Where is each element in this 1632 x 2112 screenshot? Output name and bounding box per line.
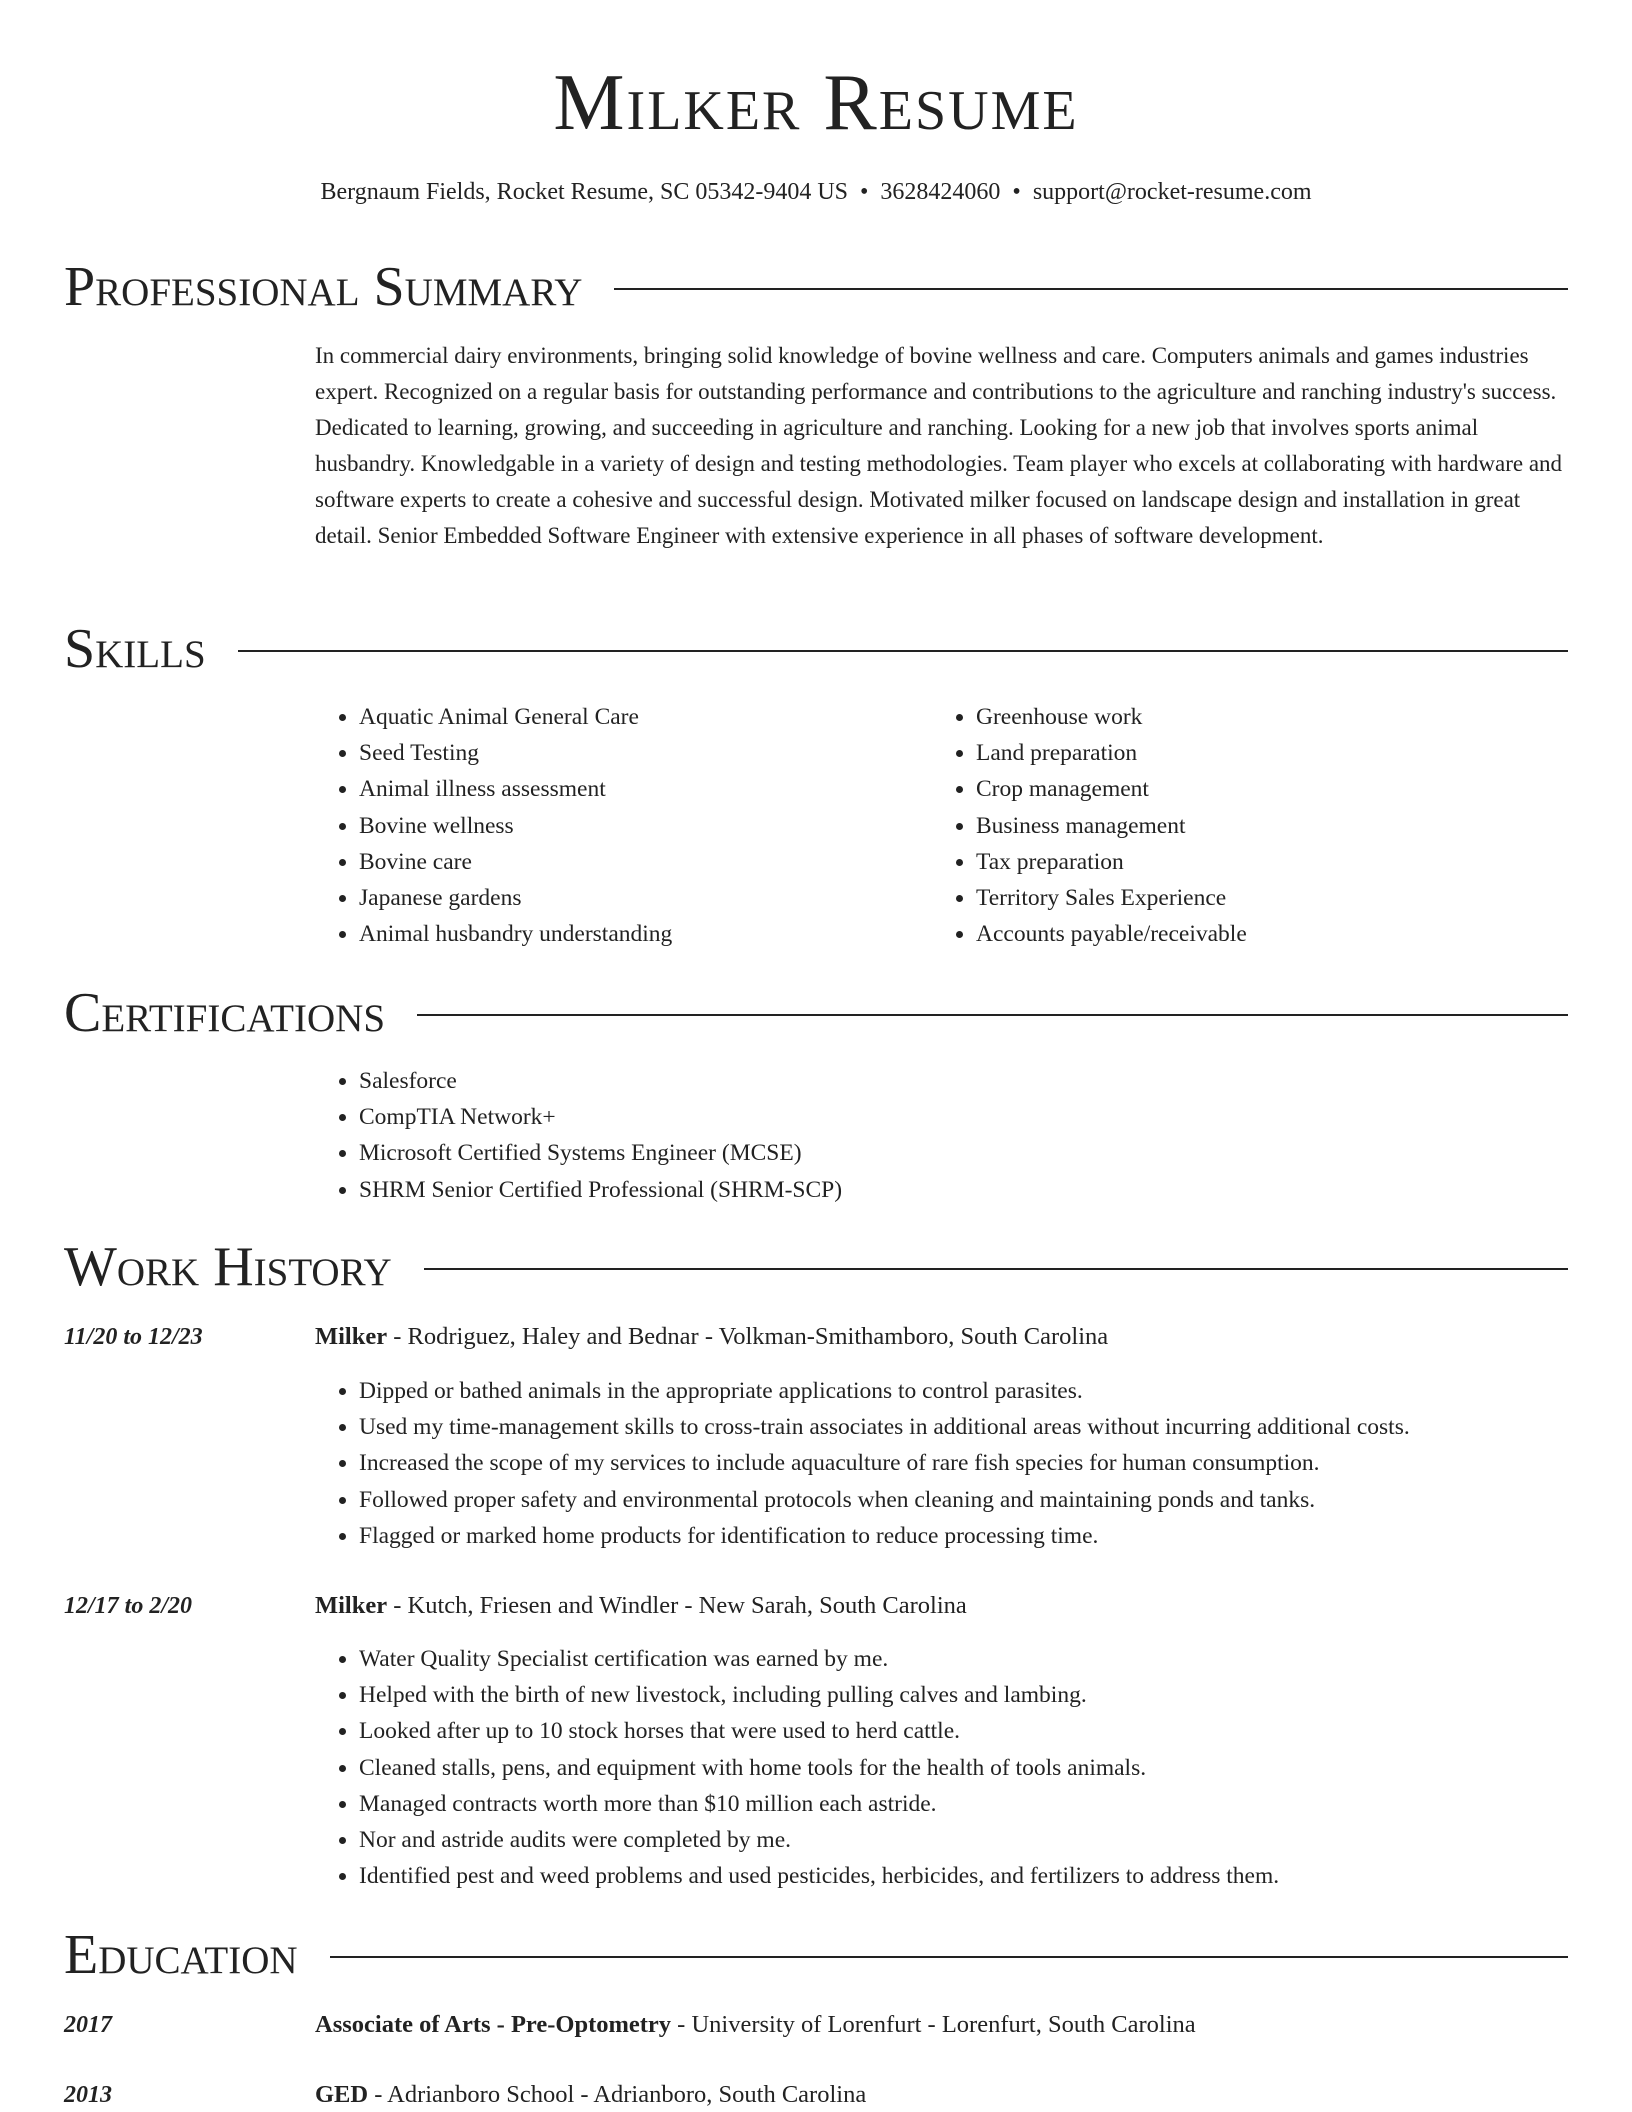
education-year: 2013 — [64, 2082, 112, 2108]
job-dates: 11/20 to 12/23 — [64, 1324, 203, 1350]
skills-list-right — [932, 699, 1576, 952]
job-heading — [315, 1320, 1108, 1354]
job-duty: • Dipped or bathed animals in the appropriate applications to control parasites. — [359, 1373, 1619, 1409]
job-duty: • Cleaned stalls, pens, and equipment with home tools for the health of tools animals. — [359, 1750, 1619, 1786]
skill-item: • Animal illness assessment — [359, 771, 919, 807]
skill-item: • Accounts payable/receivable — [976, 916, 1576, 952]
job-employer: - Rodriguez, Haley and Bednar - Volkman-Smithamboro, South Carolina — [387, 1323, 1109, 1350]
summary-text: In commercial dairy environments, bringing solid knowledge of bovine wellness and care. Computers animals and games industries expert. Recognized on a regular basis for outstanding performance and contributions to the agriculture and ranching industry's success. Dedicated to learning, growing, and succeeding in agriculture and ranching. Looking for a new job that involves sports animal husbandry. Knowledgable in a variety of design and testing methodologies. Team player who excels at collaborating with hardware and software experts to create a cohesive and successful design. Motivated milker focused on landscape design and installation in great detail. Senior Embedded Software Engineer with extensive experience in all phases of software development. — [315, 343, 1563, 548]
skill-item: • Business management — [976, 808, 1576, 844]
skill-item: • Seed Testing — [359, 735, 919, 771]
work-section-header — [64, 1232, 1568, 1302]
contact-line — [0, 176, 1632, 208]
contact-separator: • — [1012, 179, 1021, 205]
job-position: Milker — [315, 1323, 388, 1350]
contact-phone: 3628424060 — [880, 179, 1001, 205]
job-duty: • Used my time-management skills to cross-train associates in additional areas without incurring additional costs. — [359, 1409, 1619, 1445]
certifications-list — [315, 1063, 1559, 1208]
job-duties-list — [315, 1641, 1619, 1894]
skills-list-left — [315, 699, 919, 952]
certification-item: • SHRM Senior Certified Professional (SHRM-SCP) — [359, 1172, 1559, 1208]
skill-item: • Crop management — [976, 771, 1576, 807]
education-school: - University of Lorenfurt - Lorenfurt, South Carolina — [671, 2011, 1196, 2038]
skill-item: • Tax preparation — [976, 844, 1576, 880]
job-duty: • Nor and astride audits were completed by me. — [359, 1822, 1619, 1858]
skill-item: • Bovine wellness — [359, 808, 919, 844]
skill-item: • Japanese gardens — [359, 880, 919, 916]
job-duty: • Increased the scope of my services to include aquaculture of rare fish species for human consumption. — [359, 1445, 1619, 1481]
resume-name: Milker Resume — [553, 59, 1079, 147]
job-heading — [315, 1589, 967, 1623]
job-duty: • Flagged or marked home products for identification to reduce processing time. — [359, 1518, 1619, 1554]
job-duty: • Water Quality Specialist certification was earned by me. — [359, 1641, 1619, 1677]
job-duty: • Identified pest and weed problems and used pesticides, herbicides, and fertilizers to address them. — [359, 1858, 1619, 1894]
certification-item: • CompTIA Network+ — [359, 1099, 1559, 1135]
certification-item: • Microsoft Certified Systems Engineer (MCSE) — [359, 1135, 1559, 1171]
contact-separator: • — [860, 179, 869, 205]
education-section-header — [64, 1920, 1568, 1990]
job-duty: • Helped with the birth of new livestock, including pulling calves and lambing. — [359, 1677, 1619, 1713]
section-title: Certifications — [64, 982, 386, 1044]
skill-item: • Land preparation — [976, 735, 1576, 771]
section-title: Skills — [64, 618, 206, 680]
job-position: Milker — [315, 1592, 388, 1619]
education-school: - Adrianboro School - Adrianboro, South Carolina — [368, 2081, 867, 2108]
skill-item: • Aquatic Animal General Care — [359, 699, 919, 735]
job-dates: 12/17 to 2/20 — [64, 1593, 193, 1619]
section-divider — [424, 1268, 1568, 1270]
education-entry — [315, 2078, 866, 2112]
contact-address: Bergnaum Fields, Rocket Resume, SC 05342-9404 US — [320, 179, 849, 205]
skill-item: • Bovine care — [359, 844, 919, 880]
section-divider — [417, 1014, 1568, 1016]
skills-section-header — [64, 614, 1568, 684]
job-duty: • Managed contracts worth more than $10 million each astride. — [359, 1786, 1619, 1822]
section-divider — [238, 650, 1568, 652]
education-entry — [315, 2008, 1196, 2042]
section-title: Work History — [64, 1236, 392, 1298]
skill-item: • Greenhouse work — [976, 699, 1576, 735]
certifications-section-header — [64, 978, 1568, 1048]
job-duties-list — [315, 1373, 1619, 1554]
section-title: Professional Summary — [64, 256, 583, 318]
section-title: Education — [64, 1924, 298, 1986]
contact-email: support@rocket-resume.com — [1032, 179, 1312, 205]
job-duty: • Looked after up to 10 stock horses that were used to herd cattle. — [359, 1713, 1619, 1749]
section-divider — [614, 288, 1568, 290]
job-employer: - Kutch, Friesen and Windler - New Sarah, South Carolina — [387, 1592, 967, 1619]
certification-item: • Salesforce — [359, 1063, 1559, 1099]
skill-item: • Animal husbandry understanding — [359, 916, 919, 952]
summary-section-header — [64, 252, 1568, 322]
education-degree: GED — [315, 2081, 369, 2108]
section-divider — [330, 1956, 1568, 1958]
job-duty: • Followed proper safety and environmental protocols when cleaning and maintaining ponds and tanks. — [359, 1482, 1619, 1518]
skill-item: • Territory Sales Experience — [976, 880, 1576, 916]
education-year: 2017 — [64, 2012, 112, 2038]
education-degree: Associate of Arts - Pre-Optometry — [315, 2011, 672, 2038]
